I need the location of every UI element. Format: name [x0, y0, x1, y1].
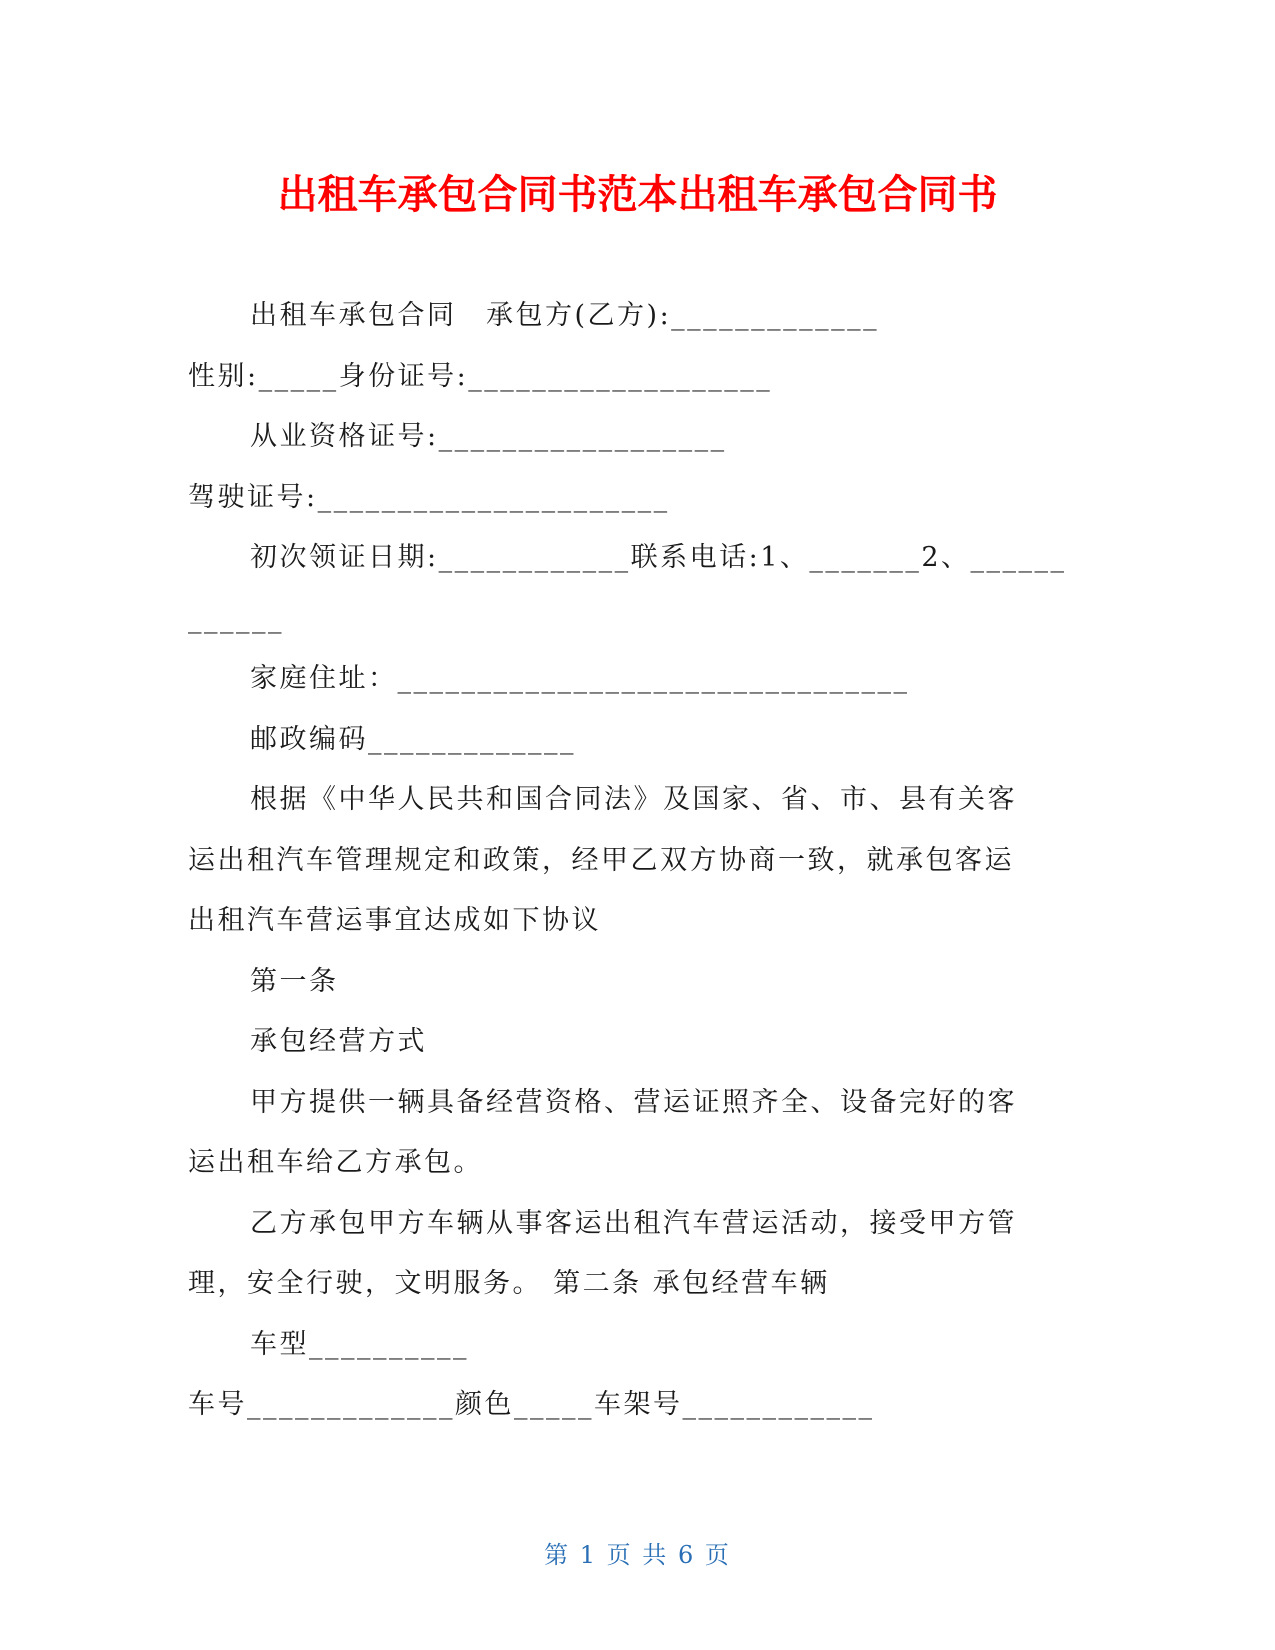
article-1-title: 承包经营方式: [250, 1026, 427, 1057]
party-b-line: 出租车承包合同 承包方(乙方):_____________: [250, 300, 880, 331]
document-title: 出租车承包合同书范本出租车承包合同书: [277, 172, 998, 218]
article-1-para-1-line-2: 运出租车给乙方承包。: [188, 1147, 483, 1178]
address-line: 家庭住址：________________________________: [250, 663, 910, 694]
article-1-heading: 第一条: [250, 965, 339, 997]
qualification-line: 从业资格证号:__________________: [250, 421, 727, 452]
preamble-line-1: 根据《中华人民共和国合同法》及国家、省、市、县有关客: [250, 784, 1017, 815]
preamble-line-3: 出租汽车营运事宜达成如下协议: [188, 905, 601, 936]
first-issue-phone-line: 初次领证日期:____________联系电话:1、_______2、______: [250, 542, 1067, 573]
article-1-para-2-line-2: 理，安全行驶，文明服务。 第二条 承包经营车辆: [188, 1268, 830, 1299]
preamble-line-2: 运出租汽车管理规定和政策，经甲乙双方协商一致，就承包客运: [188, 844, 1014, 876]
license-line: 驾驶证号:______________________: [188, 481, 670, 513]
article-1-para-2-line-1: 乙方承包甲方车辆从事客运出租汽车营运活动，接受甲方管: [250, 1207, 1017, 1239]
document-body: [188, 296, 1088, 1446]
vehicle-details-line: 车号_____________颜色_____车架号____________: [188, 1389, 875, 1420]
gender-id-line: 性别:_____身份证号:___________________: [188, 360, 773, 392]
phone-continuation-line: ______: [188, 602, 284, 634]
page-number: 第 1 页 共 6 页: [544, 1541, 731, 1569]
postcode-line: 邮政编码_____________: [250, 723, 576, 755]
vehicle-model-line: 车型__________: [250, 1328, 469, 1360]
article-1-para-1-line-1: 甲方提供一辆具备经营资格、营运证照齐全、设备完好的客: [250, 1086, 1017, 1118]
